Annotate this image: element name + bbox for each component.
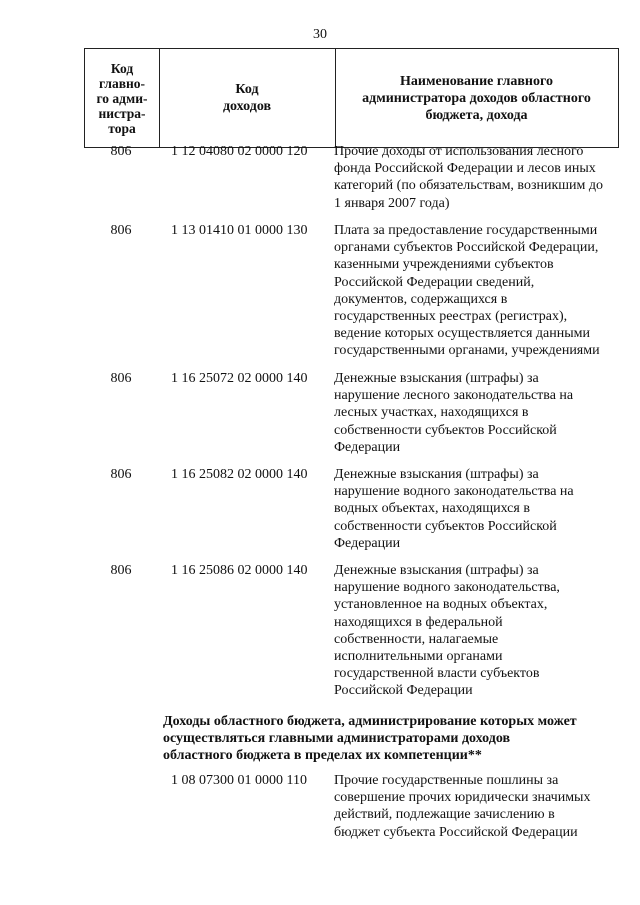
income-name-cell: Плата за предоставление государственными органами субъектов Российской Федерации, казенными учреждениями субъектов Российской Федерации сведений, документов, содержащихся в государственных реестрах (регистрах), ведение которых осуществляется данными государственными органами, учреждениями: [334, 223, 600, 359]
income-name-cell: Прочие государственные пошлины за совершение прочих юридически значимых действий, подлежащие зачислению в бюджет субъекта Российской Федерации: [334, 773, 591, 840]
income-code-cell: 1 12 04080 02 0000 120: [171, 144, 308, 159]
income-name-cell: Денежные взыскания (штрафы) за нарушение водного законодательства на водных объектах, находящихся в собственности субъектов Российской Федерации: [334, 467, 574, 551]
income-name-cell: Денежные взыскания (штрафы) за нарушение лесного законодательства на лесных участках, находящихся в собственности субъектов Российской Федерации: [334, 371, 574, 455]
admin-code-cell: 806: [110, 144, 132, 159]
income-name-cell: Денежные взыскания (штрафы) за нарушение водного законодательства, установленное на водных объектах, находящихся в федеральной собственности, налагаемые исполнительными органами государственной власти субъектов Российской Федерации: [334, 563, 560, 699]
admin-code-cell: 806: [110, 223, 132, 238]
admin-code-cell: 806: [110, 371, 132, 386]
income-code-cell: 1 16 25086 02 0000 140: [171, 563, 308, 578]
income-code-cell: 1 16 25082 02 0000 140: [171, 467, 308, 482]
income-code-cell: 1 13 01410 01 0000 130: [171, 223, 308, 238]
income-code-cell: 1 08 07300 01 0000 110: [171, 773, 307, 788]
header-name: Наименование главного администратора доходов областного бюджета, дохода: [362, 73, 591, 123]
income-code-cell: 1 16 25072 02 0000 140: [171, 371, 308, 386]
table-header: [84, 48, 619, 148]
admin-code-cell: 806: [110, 563, 132, 578]
section-heading: Доходы областного бюджета, администрирование которых может осуществляться главными администраторами доходов областного бюджета в пределах их компетенции**: [163, 714, 577, 763]
header-income-code: Код доходов: [159, 49, 336, 147]
income-name-cell: Прочие доходы от использования лесного фонда Российской Федерации и лесов иных категорий (по обязательствам, возникшим до 1 января 2007 года): [334, 144, 604, 211]
header-admin-code: Код главно- го адми- нистра- тора: [85, 49, 160, 147]
admin-code-cell: 806: [110, 467, 132, 482]
page-number: 30: [313, 27, 327, 42]
